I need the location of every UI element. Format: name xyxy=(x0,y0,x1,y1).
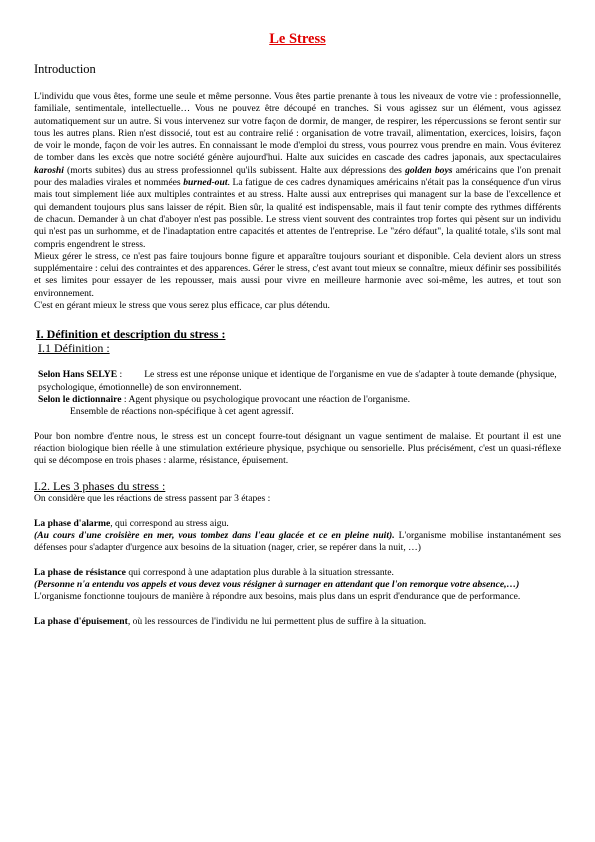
intro-heading: Introduction xyxy=(34,62,96,76)
section-1-paragraph: Pour bon nombre d'entre nous, le stress est un concept fourre-tout désignant un vague sentiment de malaise. Et pourtant il est une réaction biologique bien réelle à une stimulation extérieure physique, psychique ou sensorielle. Plus précisément, c'est un quasi-réflexe qui se décompose en trois phases : alarme, résistance, épuisement. xyxy=(34,430,561,467)
phase-exhaustion-title: La phase d'épuisement xyxy=(34,615,128,627)
intro-burned-out: burned-out xyxy=(183,177,228,189)
intro-p1-text-b: (morts subites) dus au stress professionnel qu'ils subissent. Halte aux dépressions des xyxy=(63,164,406,176)
definition-selye-label: Selon Hans SELYE xyxy=(38,369,118,381)
phase-resistance-rest: qui correspond à une adaptation plus durable à la situation stressante. xyxy=(125,566,394,578)
phase-resistance-title: La phase de résistance xyxy=(34,566,126,578)
definition-selye-sep: : xyxy=(117,369,123,381)
phase-alarm xyxy=(34,518,561,555)
phase-resistance-text: L'organisme fonctionne toujours de manière à répondre aux besoins, mais plus dans un esprit d'endurance que de performance. xyxy=(34,591,521,603)
phase-exhaustion-rest: , où les ressources de l'individu ne lui permettent plus de suffire à la situation. xyxy=(127,615,427,627)
intro-p1-text-d: . La fatigue de ces cadres dynamiques américains n'était pas la conséquence d'un virus mais tout simplement liée aux multiples contraintes et au stress. Halte aussi aux entreprises qui managent sur la base de l'excellence et qui demandent toujours plus sans laisser de répit. Bien sûr, la qualité est indispensable, mais il faut tenir compte des rythmes différents de chacun. Demander à un chat d'aboyer n'est pas possible. Le stress vient souvent des contraintes trop fortes qui pèsent sur un individu qui n'est pas un surhomme, et de l'inadaptation entre capacités et attentes de l'entreprise. Le "zéro défaut", la qualité totale, s'ils sont mal compris engendrent le stress. xyxy=(34,177,561,250)
document-page xyxy=(34,30,561,628)
intro-karoshi: karoshi xyxy=(34,164,64,176)
definition-dictionary xyxy=(34,394,561,406)
definition-dictionary-text: : Agent physique ou psychologique provocant une réaction de l'organisme. xyxy=(121,393,411,405)
intro-paragraph-2: Mieux gérer le stress, ce n'est pas faire toujours bonne figure et apparaître toujours souriant et disponible. Cela devient alors un stress supplémentaire : celui des contraintes et des apparences. Gérer le stress, c'est avant tout mieux se connaître, mieux définir ses possibilités et ses limites pour essayer de les repousser, mais aussi pour vivre en meilleure harmonie avec soi-même, les autres, et tout son environnement. xyxy=(34,250,561,299)
definition-dictionary-label: Selon le dictionnaire xyxy=(38,393,122,405)
intro-paragraph-3: C'est en gérant mieux le stress que vous serez plus efficace, car plus détendu. xyxy=(34,300,330,312)
phase-alarm-text: L'organisme mobilise instantanément ses défenses pour s'adapter d'urgence aux besoins de la situation (nager, crier, se repérer dans la nuit, …) xyxy=(34,530,561,554)
phase-exhaustion xyxy=(34,616,561,628)
definition-selye xyxy=(34,369,561,394)
document-title: Le Stress xyxy=(269,31,326,47)
definition-dictionary-text-2: Ensemble de réactions non-spécifique à cet agent agressif. xyxy=(70,406,294,418)
phase-alarm-example: (Au cours d'une croisière en mer, vous tombez dans l'eau glacée et ce en pleine nuit). xyxy=(34,530,395,542)
intro-p1-text-c: américains que l'on prenait pour des maladies virales et nommées xyxy=(34,164,562,189)
section-1-2-heading: I.2. Les 3 phases du stress : xyxy=(34,479,166,494)
section-1-1-heading: I.1 Définition : xyxy=(38,341,110,356)
phase-resistance xyxy=(34,567,561,604)
section-1-heading: I. Définition et description du stress : xyxy=(36,327,226,342)
phase-alarm-rest: , qui correspond au stress aigu. xyxy=(110,517,229,529)
definition-selye-text: Le stress est une réponse unique et identique de l'organisme en vue de s'adapter à toute demande (physique, psychologique, émotionnelle) de son environnement. xyxy=(38,369,557,393)
phase-resistance-example: (Personne n'a entendu vos appels et vous devez vous résigner à surnager en attendant que l'on remorque votre absence,…) xyxy=(34,578,520,590)
intro-paragraph-1 xyxy=(34,91,561,251)
section-1-2-intro: On considère que les réactions de stress passent par 3 étapes : xyxy=(34,493,271,505)
intro-golden-boys: golden boys xyxy=(405,164,453,176)
phase-alarm-title: La phase d'alarme xyxy=(34,517,111,529)
intro-p1-text-a: L'individu que vous êtes, forme une seule et même personne. Vous êtes partie prenante à tous les niveaux de votre vie : professionnelle, familiale, sentimentale, intellectuelle… Vous ne pouvez être découpé en tranches. Si vous agissez sur un élément, vous agissez automatiquement sur un autre. Si vous intervenez sur votre façon de dormir, de manger, de respirer, les répercussions se feront sentir sur tous les autres plans. Rien n'est dissocié, tout est au contraire relié : organisation de votre travail, alimentation, exercices, loisirs, façon de voir le monde, façon de voir les autres. En connaissant le mode d'emploi du stress, vous pourrez vous prendre en main. Vous éviterez de tomber dans les excès que notre société génère aujourd'hui. Halte aux suicides en cascade des cadres japonais, aux spectaculaires xyxy=(34,91,561,164)
